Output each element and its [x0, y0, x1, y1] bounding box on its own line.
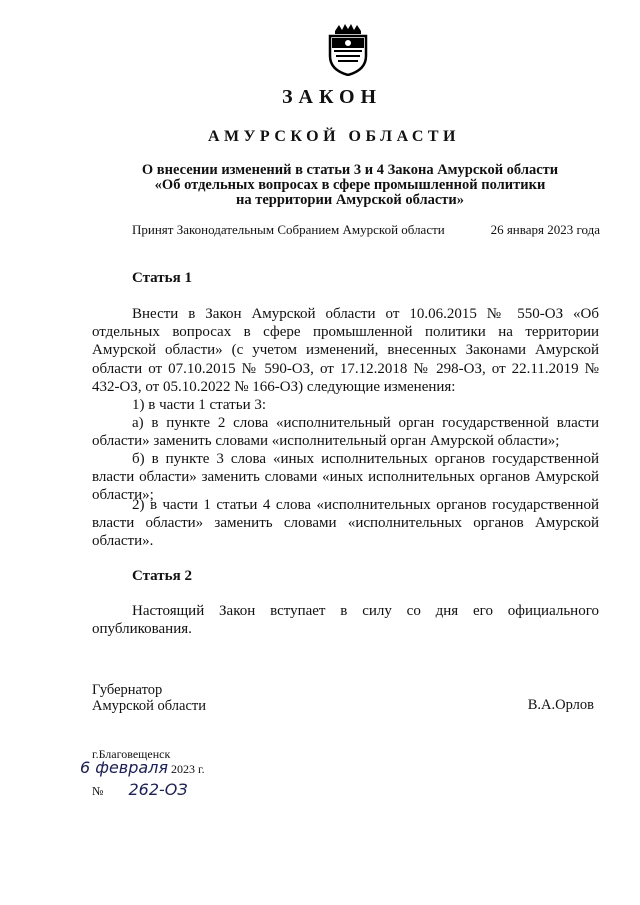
law-title [100, 163, 600, 208]
law-number [92, 780, 188, 799]
amur-region-coat-of-arms-icon [326, 22, 370, 76]
article-1-paragraph: а) в пункте 2 слова «исполнительный орган государственной власти области» заменить словами «исполнительный орган Амурской области»; [92, 415, 599, 450]
handwritten-number: 262-ОЗ [128, 780, 188, 799]
handwritten-date: 6 февраля [80, 758, 169, 777]
signing-place: г.Благовещенск [92, 747, 171, 761]
law-title-line: на территории Амурской области» [235, 192, 465, 208]
signatory-position-line: Губернатор [92, 682, 163, 698]
region-heading: АМУРСКОЙ ОБЛАСТИ [208, 128, 460, 145]
law-title-line: О внесении изменений в статьи 3 и 4 Закона Амурской области [141, 162, 559, 178]
article-1-heading: Статья 1 [132, 270, 192, 286]
law-title-line: «Об отдельных вопросах в сфере промышленной политики [154, 177, 546, 193]
article-2-heading: Статья 2 [132, 568, 192, 584]
signing-date [80, 758, 205, 777]
number-sign: № [92, 784, 104, 798]
adoption-note: Принят Законодательным Собранием Амурской области [132, 222, 445, 237]
date-year: 2023 г. [171, 762, 205, 776]
article-1-paragraph: 1) в части 1 статьи 3: [132, 397, 267, 413]
article-1-paragraph: 2) в части 1 статьи 4 слова «исполнительных органов государственной власти области» заменить словами «исполнительных органов Амурской области». [92, 497, 599, 550]
signatory-position-line: Амурской области [92, 698, 206, 714]
article-1-paragraph: Внести в Закон Амурской области от 10.06.2015 № 550-ОЗ «Об отдельных вопросах в сфере промышленной политики на территории Амурской области» (с учетом изменений, внесенных Законами Амурской области от 07.10.2015 № 590-ОЗ, от 17.12.2018 № 298-ОЗ, от 22.11.2019 № 432-ОЗ, от 05.10.2022 № 166-ОЗ) следующие изменения: [92, 306, 599, 395]
adoption-date: 26 января 2023 года [490, 222, 600, 237]
signatory-position [92, 682, 206, 714]
law-heading: ЗАКОН [281, 86, 383, 108]
signatory-name: В.А.Орлов [527, 697, 594, 713]
article-2-paragraph: Настоящий Закон вступает в силу со дня его официального опубликования. [92, 603, 599, 638]
article-1-paragraph: б) в пункте 3 слова «иных исполнительных органов государственной власти области» заменить словами «иных исполнительных органов Амурской области»; [92, 451, 599, 504]
